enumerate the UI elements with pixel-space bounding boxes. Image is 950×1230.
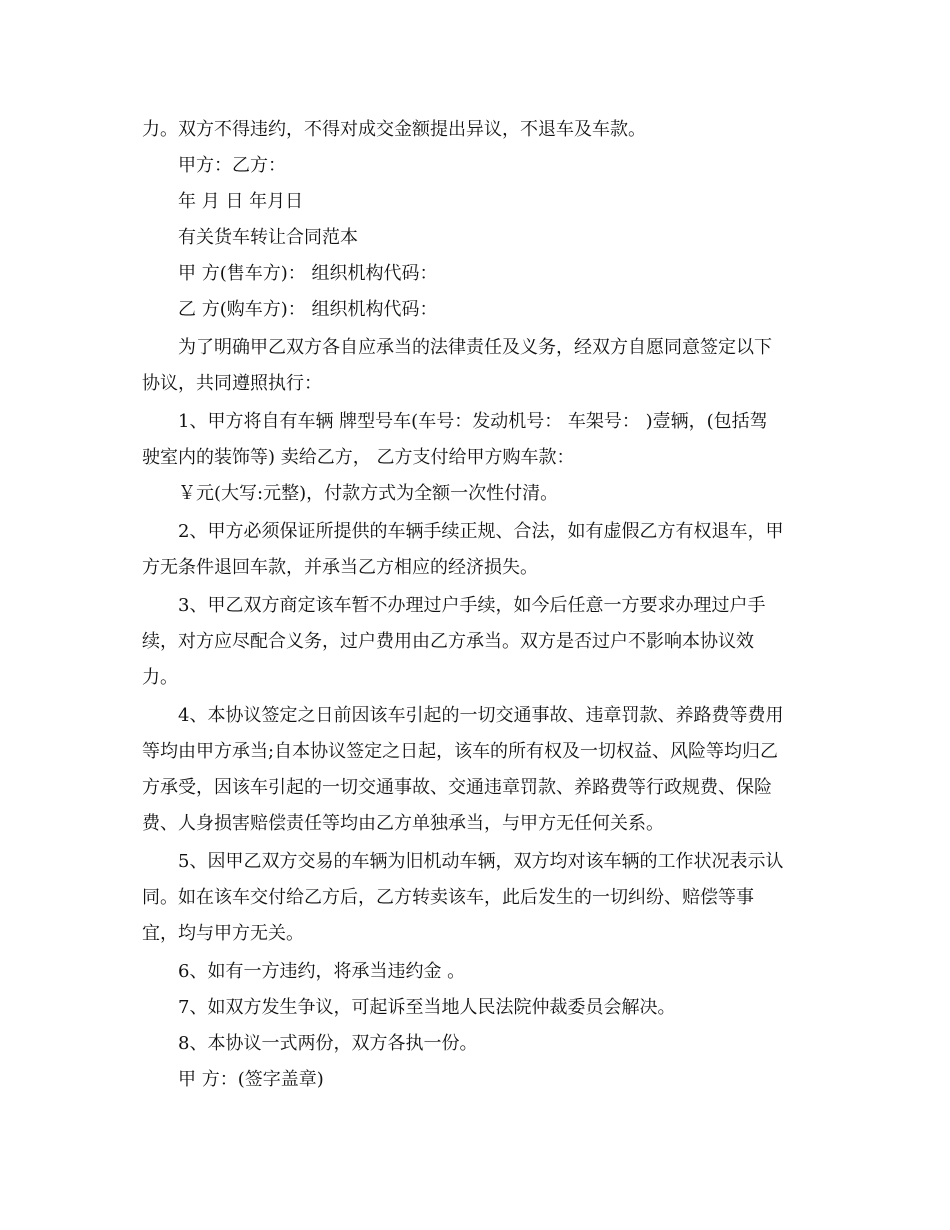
text-line: 力。	[142, 667, 178, 688]
text-line: 年 月 日 年月日	[178, 191, 304, 212]
text-line: 2、甲方必须保证所提供的车辆手续正规、合法，如有虚假乙方有权退车，甲	[178, 521, 784, 542]
text-line: 宜，均与甲方无关。	[142, 923, 304, 944]
text-line: 3、甲乙双方商定该车暂不办理过户手续，如今后任意一方要求办理过户手	[178, 595, 766, 616]
text-line: 方无条件退回车款，并承当乙方相应的经济损失。	[142, 557, 538, 578]
text-line: 甲 方：(签字盖章)	[178, 1069, 324, 1090]
text-line: 同。如在该车交付给乙方后，乙方转卖该车，此后发生的一切纠纷、赔偿等事	[142, 887, 754, 908]
text-line: 甲方：乙方：	[178, 155, 286, 176]
text-line: 8、本协议一式两份，双方各执一份。	[178, 1033, 478, 1054]
text-line: ￥元(大写:元整)，付款方式为全额一次性付清。	[178, 483, 559, 504]
text-line: 续，对方应尽配合义务，过户费用由乙方承当。双方是否过户不影响本协议效	[142, 631, 754, 652]
text-line: 力。双方不得违约，不得对成交金额提出异议，不退车及车款。	[142, 119, 646, 140]
text-line: 4、本协议签定之日前因该车引起的一切交通事故、违章罚款、养路费等费用	[178, 705, 784, 726]
text-line: 等均由甲方承当;自本协议签定之日起，该车的所有权及一切权益、风险等均归乙	[142, 741, 779, 762]
text-line: 有关货车转让合同范本	[178, 227, 358, 248]
text-line: 方承受，因该车引起的一切交通事故、交通违章罚款、养路费等行政规费、保险	[142, 777, 772, 798]
text-line: 甲 方(售车方)： 组织机构代码：	[178, 263, 438, 284]
text-line: 7、如双方发生争议，可起诉至当地人民法院仲裁委员会解决。	[178, 997, 676, 1018]
text-line: 费、人身损害赔偿责任等均由乙方单独承当，与甲方无任何关系。	[142, 813, 664, 834]
text-line: 6、如有一方违约，将承当违约金 。	[178, 961, 466, 982]
text-line: 乙 方(购车方)： 组织机构代码：	[178, 299, 438, 320]
text-line: 为了明确甲乙双方各自应承当的法律责任及义务，经双方自愿同意签定以下	[178, 337, 772, 358]
text-line: 1、甲方将自有车辆 牌型号车(车号：发动机号： 车架号： )壹辆，(包括驾	[178, 411, 768, 432]
text-line: 5、因甲乙双方交易的车辆为旧机动车辆，双方均对该车辆的工作状况表示认	[178, 851, 784, 872]
text-line: 驶室内的装饰等) 卖给乙方， 乙方支付给甲方购车款：	[142, 447, 575, 468]
text-line: 协议，共同遵照执行：	[142, 373, 322, 394]
